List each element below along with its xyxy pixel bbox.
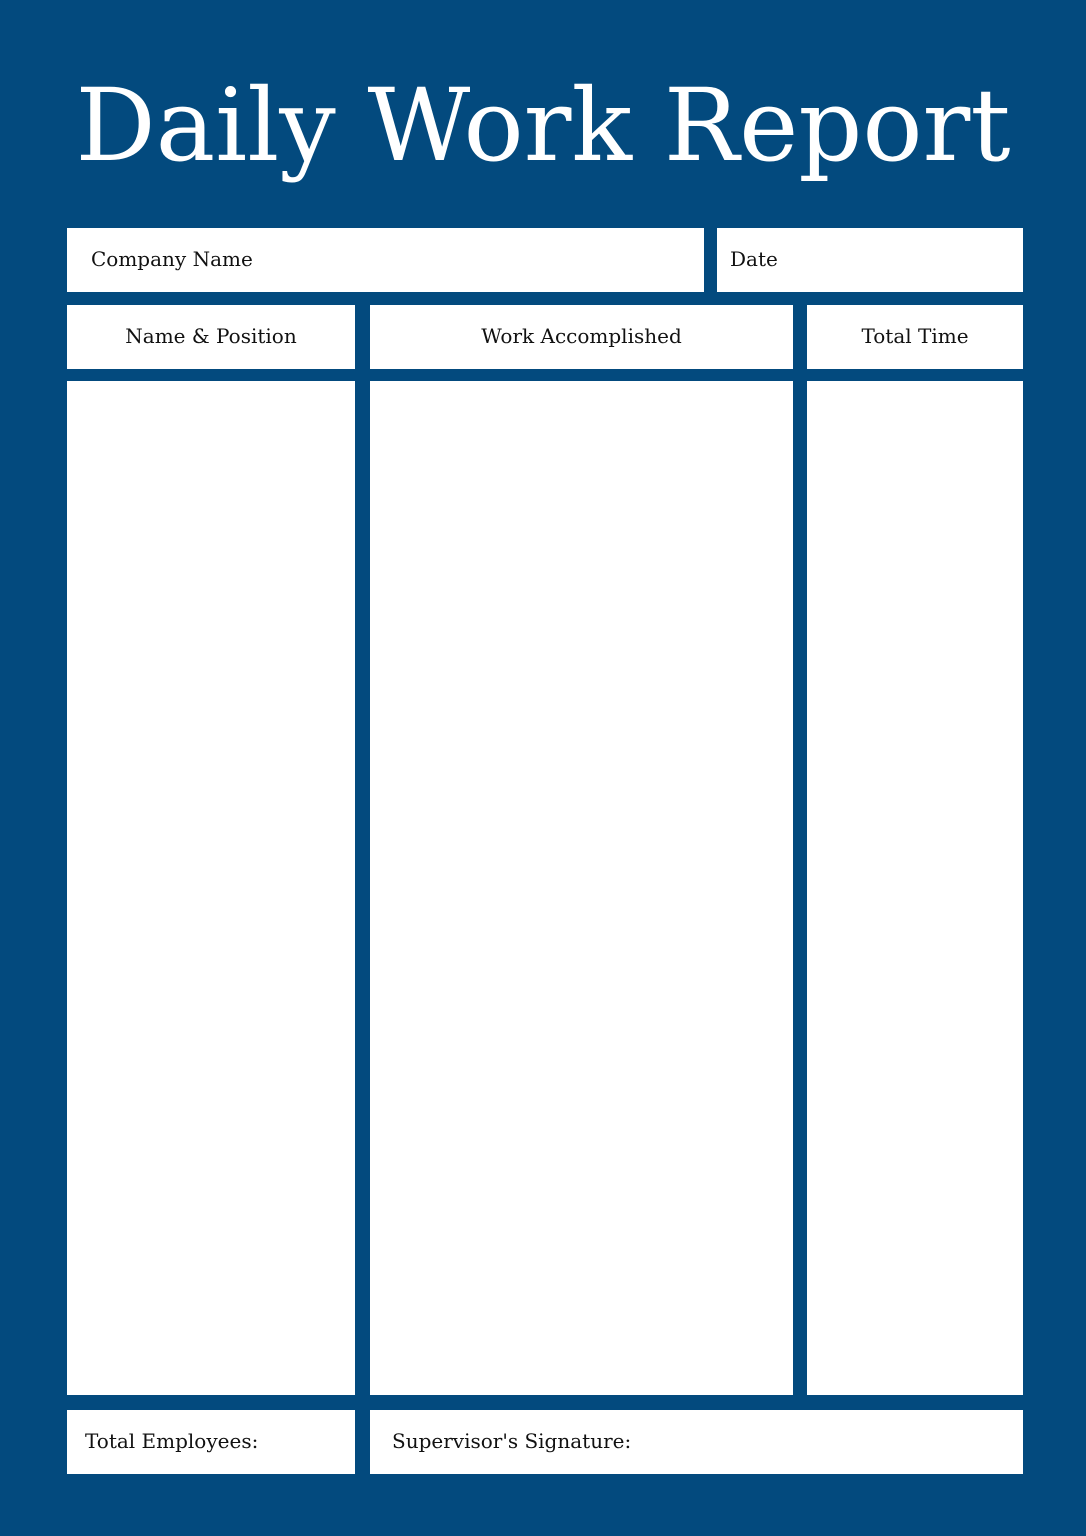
column-header-total-time [807,305,1023,369]
column-header-work-accomplished [370,305,793,369]
column-header-label: Total Time [861,324,969,348]
column-header-label: Name & Position [125,324,297,348]
supervisor-signature-label: Supervisor's Signature: [392,1429,632,1453]
date-label: Date [730,247,778,271]
company-name-label: Company Name [91,247,253,271]
work-accomplished-entry-area[interactable] [370,381,793,1395]
supervisor-signature-field[interactable] [370,1410,1023,1474]
total-time-entry-area[interactable] [807,381,1023,1395]
name-position-entry-area[interactable] [67,381,355,1395]
column-header-name-position [67,305,355,369]
page-title: Daily Work Report [75,67,1011,184]
date-field[interactable] [717,228,1023,292]
total-employees-field[interactable] [67,1410,355,1474]
total-employees-label: Total Employees: [85,1429,259,1453]
column-header-label: Work Accomplished [481,324,682,348]
company-name-field[interactable] [67,228,704,292]
